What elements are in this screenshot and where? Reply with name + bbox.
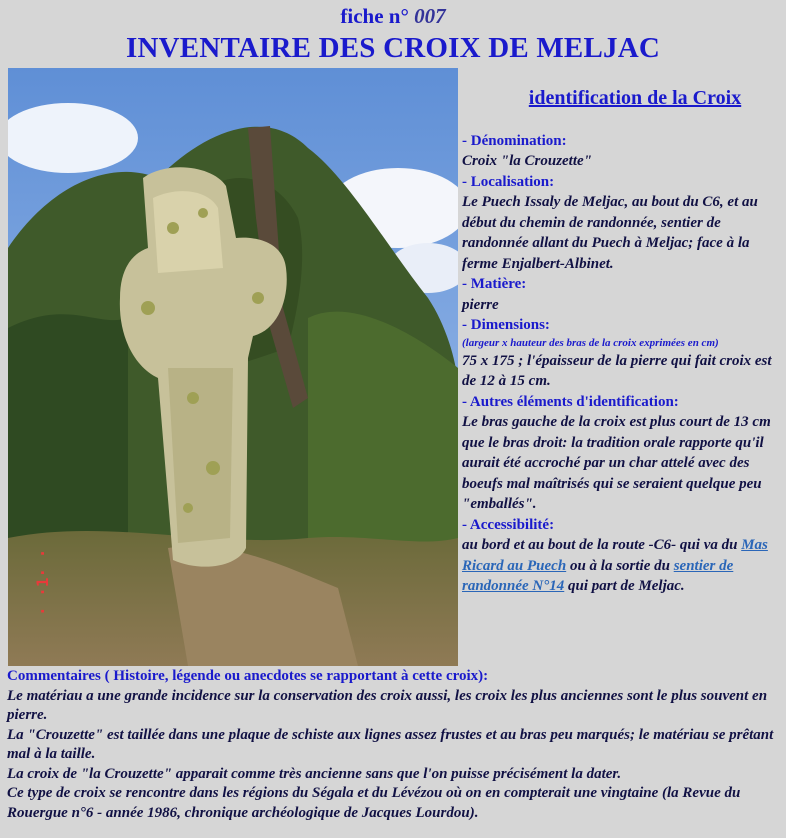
access-text-1: au bord et au bout de la route -C6- qui va du [462,537,738,553]
dimensions-value: 75 x 175 ; l'épaisseur de la pierre qui fait croix est de 12 à 15 cm. [462,352,772,389]
denomination-value: Croix "la Crouzette" [462,153,593,169]
comment-paragraph: La croix de "la Crouzette" apparait comme très ancienne sans que l'on puisse précisément la dater. [7,765,622,782]
comments-section [7,667,782,823]
fiche-number-value: 007 [414,4,446,28]
identification-panel [462,88,784,597]
mas-ricard-link[interactable]: Mas Ricard au Puech [462,537,768,574]
autres-value: Le bras gauche de la croix est plus court de 13 cm que le bras droit: la tradition orale rapporte qu'il aurait été accroché par un char attelé avec des boeufs mal maîtrisés qui se seraient quelque peu "emballés". [462,414,771,512]
identification-heading: identification de la Croix [528,87,742,109]
comment-paragraph: Ce type de croix se rencontre dans les régions du Ségala et du Lévézou où on en compterait une vingtaine (la Revue du Rouergue n°6 - année 1986, chronique archéologique de Jacques Lourdou). [7,785,741,821]
access-text-3: qui part de Meljac. [568,578,685,594]
comment-paragraph: Le matériau a une grande incidence sur la conservation des croix aussi, les croix les plus anciennes sont le plus souvent en pierre. [7,687,768,723]
accessibilite-label: - Accessibilité: [462,516,555,533]
accessibilite-value [462,535,784,597]
dimensions-label: - Dimensions: [462,317,550,333]
matiere-label: - Matière: [462,276,527,292]
autres-label: - Autres éléments d'identification: [462,393,679,410]
page-title: INVENTAIRE DES CROIX DE MELJAC [126,32,660,64]
access-text-2: ou à la sortie du [569,557,670,574]
svg-text:· ·1· ·: · ·1· · [33,548,52,616]
localisation-label: - Localisation: [462,173,555,190]
cross-photo [8,68,458,666]
localisation-value: Le Puech Issaly de Meljac, au bout du C6, et au début du chemin de randonnée, sentier de randonnée allant du Puech à Meljac; face à la ferme Enjalbert-Albinet. [462,194,758,272]
denomination-label: - Dénomination: [462,132,567,149]
comments-heading: Commentaires ( Histoire, légende ou anecdotes se rapportant à cette croix): [7,668,489,684]
comment-paragraph: La "Crouzette" est taillée dans une plaque de schiste aux lignes assez frustes et au bras peu marqués; le matériau se prêtant mal à la taille. [7,726,774,762]
fiche-number [0,3,786,29]
dimensions-note: (largeur x hauteur des bras de la croix exprimées en cm) [462,336,719,349]
fiche-label: fiche n° [340,4,409,28]
sentier-randonnee-link[interactable]: sentier de randonnée N°14 [462,557,734,594]
matiere-value: pierre [462,296,499,313]
